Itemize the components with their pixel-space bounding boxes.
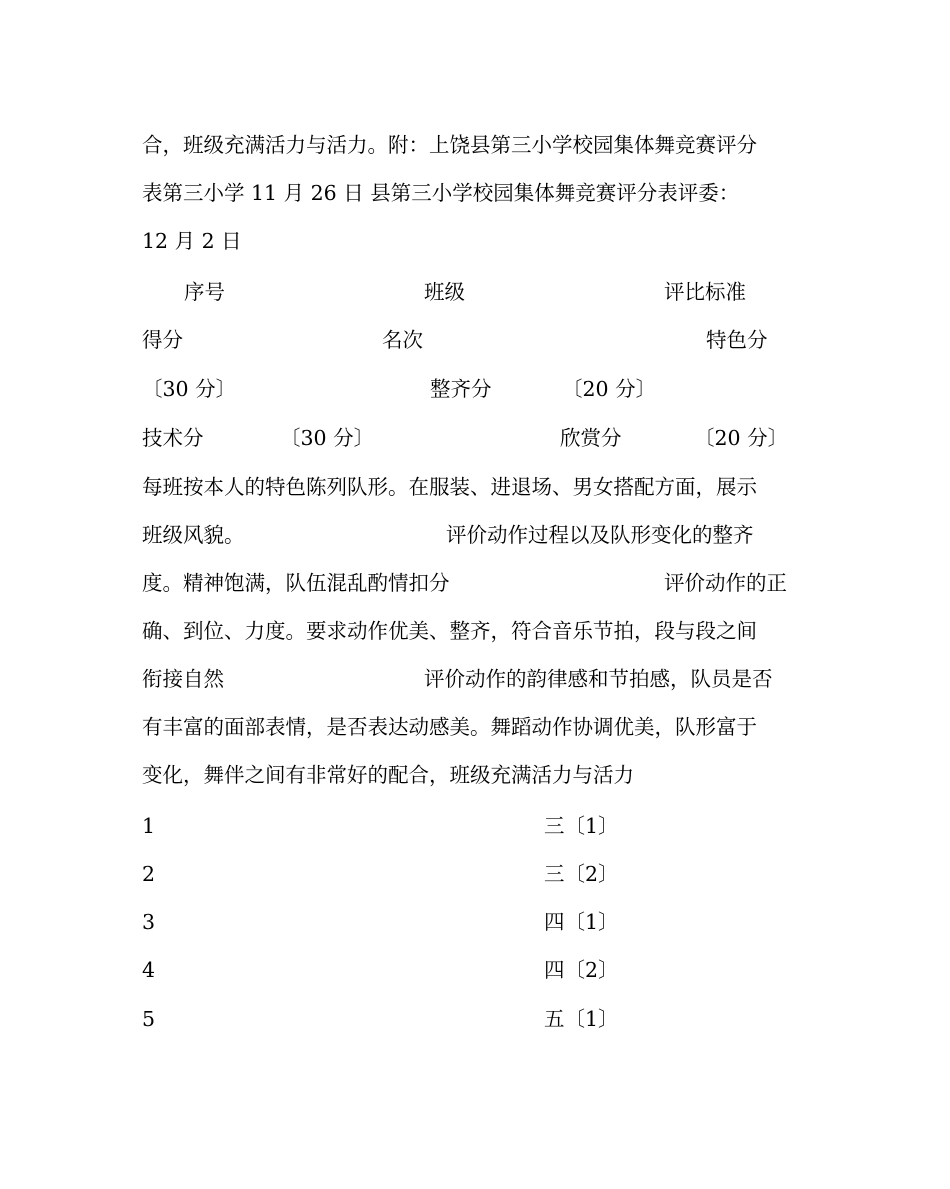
row-class: 四〔1〕 <box>544 910 619 934</box>
header-tech: 技术分 <box>142 426 204 450</box>
paragraph-line: 12 月 2 日 <box>142 229 242 253</box>
paragraph-line: 表第三小学 11 月 26 日 县第三小学校园集体舞竞赛评分表评委： <box>142 181 740 205</box>
criteria-description-line: 衔接自然 <box>142 667 224 691</box>
row-number: 1 <box>142 814 156 838</box>
criteria-description-line: 评价动作过程以及队形变化的整齐 <box>446 523 754 547</box>
header-rank: 名次 <box>382 328 423 352</box>
row-class: 四〔2〕 <box>544 958 619 982</box>
header-feature: 特色分 <box>706 328 768 352</box>
header-feature-points: 〔30 分〕 <box>142 377 237 401</box>
header-appreciation-points: 〔20 分〕 <box>694 426 789 450</box>
header-seq: 序号 <box>184 280 225 304</box>
row-number: 5 <box>142 1007 156 1031</box>
header-neat-points: 〔20 分〕 <box>562 377 657 401</box>
criteria-description-line: 班级风貌。 <box>142 523 245 547</box>
criteria-description-line: 有丰富的面部表情，是否表达动感美。舞蹈动作协调优美，队形富于 <box>142 715 757 739</box>
criteria-description-line: 评价动作的正 <box>664 571 787 595</box>
header-class: 班级 <box>424 280 465 304</box>
header-tech-points: 〔30 分〕 <box>280 426 375 450</box>
row-number: 4 <box>142 958 156 982</box>
criteria-description-line: 确、到位、力度。要求动作优美、整齐，符合音乐节拍，段与段之间 <box>142 619 757 643</box>
criteria-description-line: 变化，舞伴之间有非常好的配合，班级充满活力与活力 <box>142 763 634 787</box>
header-appreciation: 欣赏分 <box>560 426 622 450</box>
header-score: 得分 <box>142 328 183 352</box>
criteria-description-line: 度。精神饱满，队伍混乱酌情扣分 <box>142 571 450 595</box>
row-class: 五〔1〕 <box>544 1007 619 1031</box>
criteria-description-line: 评价动作的韵律感和节拍感，队员是否 <box>424 667 773 691</box>
row-number: 3 <box>142 910 156 934</box>
header-neat: 整齐分 <box>430 377 492 401</box>
row-class: 三〔1〕 <box>544 814 619 838</box>
header-criteria: 评比标准 <box>664 280 746 304</box>
criteria-description-line: 每班按本人的特色陈列队形。在服装、进退场、男女搭配方面，展示 <box>142 475 757 499</box>
row-number: 2 <box>142 862 156 886</box>
paragraph-line: 合，班级充满活力与活力。附：上饶县第三小学校园集体舞竞赛评分 <box>142 133 757 157</box>
row-class: 三〔2〕 <box>544 862 619 886</box>
